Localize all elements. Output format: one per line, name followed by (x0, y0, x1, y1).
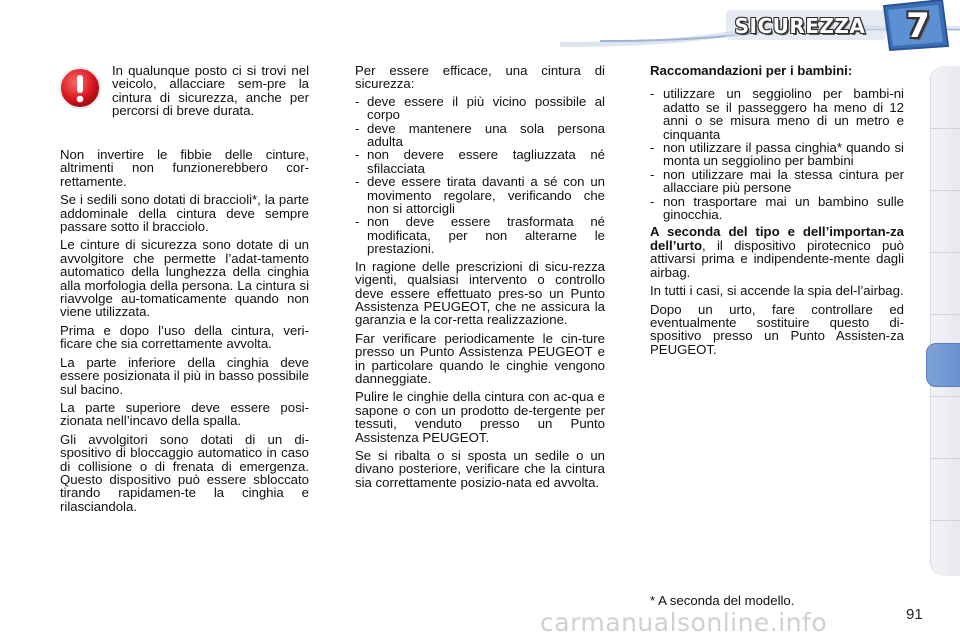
section-title: SICUREZZA (734, 14, 866, 38)
paragraph: Pulire le cinghie della cintura con ac-qua e sapone o con un prodotto de-tergente per tessuti, venduto presso un Punto Assistenza PEUGEOT. (355, 389, 605, 445)
paragraph: Se i sedili sono dotati di braccioli*, la parte addominale della cintura deve sempre passare sotto il bracciolo. (60, 192, 309, 235)
paragraph: Far verificare periodicamente le cin-ture presso un Punto Assistenza PEUGEOT e in particolare quando le cinghie vengono danneggiate. (355, 330, 605, 386)
list-item: - deve essere il più vicino possibile al corpo (355, 95, 605, 122)
exclamation-icon (58, 66, 102, 110)
children-heading: Raccomandazioni per i bambini: (650, 63, 853, 78)
tab-divider (931, 458, 960, 459)
list-item: - non utilizzare mai la stessa cintura per allacciare più persone (650, 168, 904, 195)
footnote: * A seconda del modello. (650, 593, 795, 608)
warning-text: In qualunque posto ci si trovi nel veicolo, allacciare sem-pre la cintura di sicurezza, anche per percorsi di breve durata. (112, 63, 309, 119)
paragraph: Se si ribalta o si sposta un sedile o un divano posteriore, verificare che la cintura sia correttamente posizio-nata ed avvolta. (355, 447, 605, 490)
paragraph: Le cinture di sicurezza sono dotate di un avvolgitore che permette l’adat-tamento automatico della lunghezza della cinghia alla morfologia della persona. La cintura si riavvolge au-tomaticamente quando non viene utilizzata. (60, 237, 309, 320)
column-3 (650, 64, 904, 361)
paragraph: Dopo un urto, fare controllare ed eventualmente sostituire questo di-spositivo presso un Punto Assisten-za PEUGEOT. (650, 301, 904, 357)
airbag-paragraph (650, 225, 904, 279)
paragraph: Gli avvolgitori sono dotati di un di-spositivo di bloccaggio automatico in caso di collisione o di frenata di emergenza. Questo dispositivo può essere sbloccato tirando rapidamen-te la cinghia e rilasciandola. (60, 431, 309, 514)
list-item: - deve essere tirata davanti a sé con un movimento regolare, verificando che non si attorcigli (355, 175, 605, 215)
tab-divider (931, 252, 960, 253)
airbag-bold-text: A seconda del tipo e dell’importan-za dell’urto (650, 224, 904, 253)
column-2 (355, 64, 605, 494)
paragraph: In ragione delle prescrizioni di sicu-rezza vigenti, qualsiasi intervento o controllo deve essere effettuato pres-so un Punto Assistenza PEUGEOT, che ne assicura la garanzia e la cor-retta realizzazione. (355, 258, 605, 328)
tab-divider (931, 314, 960, 315)
watermark: carmanualsonline.info (540, 608, 828, 637)
tab-divider (931, 128, 960, 129)
tab-divider (931, 520, 960, 521)
page-number: 91 (906, 606, 923, 623)
intro-paragraph: Per essere efficace, una cintura di sicurezza: (355, 63, 605, 92)
paragraph: Non invertire le fibbie delle cinture, altrimenti non funzionerebbero cor-rettamente. (60, 147, 309, 189)
tab-divider (931, 396, 960, 397)
list-item: - non utilizzare il passa cinghia* quando si monta un seggiolino per bambini (650, 141, 904, 168)
paragraph: La parte inferiore della cinghia deve essere posizionata il più in basso possibile sul bacino. (60, 354, 309, 397)
column-1 (60, 148, 309, 518)
children-list (650, 87, 904, 221)
list-item: - non deve essere trasformata né modificata, per non alterarne le prestazioni. (355, 215, 605, 255)
list-item: - deve mantenere una sola persona adulta (355, 122, 605, 149)
chapter-number: 7 (906, 6, 930, 46)
list-item: - utilizzare un seggiolino per bambi-ni adatto se il passeggero ha meno di 12 anni o se misura meno di un metro e cinquanta (650, 87, 904, 141)
paragraph: La parte superiore deve essere posi-zionata nell’incavo della spalla. (60, 399, 309, 429)
requirements-list (355, 95, 605, 256)
tab-divider (931, 190, 960, 191)
chapter-tab-active (926, 343, 960, 387)
list-item: - non trasportare mai un bambino sulle ginocchia. (650, 195, 904, 222)
list-item: - non devere essere tagliuzzata né sfilacciata (355, 148, 605, 175)
chapter-tab-strip (930, 66, 960, 576)
paragraph: In tutti i casi, si accende la spia del-l’airbag. (650, 283, 904, 299)
paragraph: Prima e dopo l’uso della cintura, veri-ficare che sia correttamente avvolta. (60, 322, 309, 352)
airbag-text: , il dispositivo pirotecnico può attivarsi prima e indipendente-mente dagli airbag. (650, 237, 904, 280)
